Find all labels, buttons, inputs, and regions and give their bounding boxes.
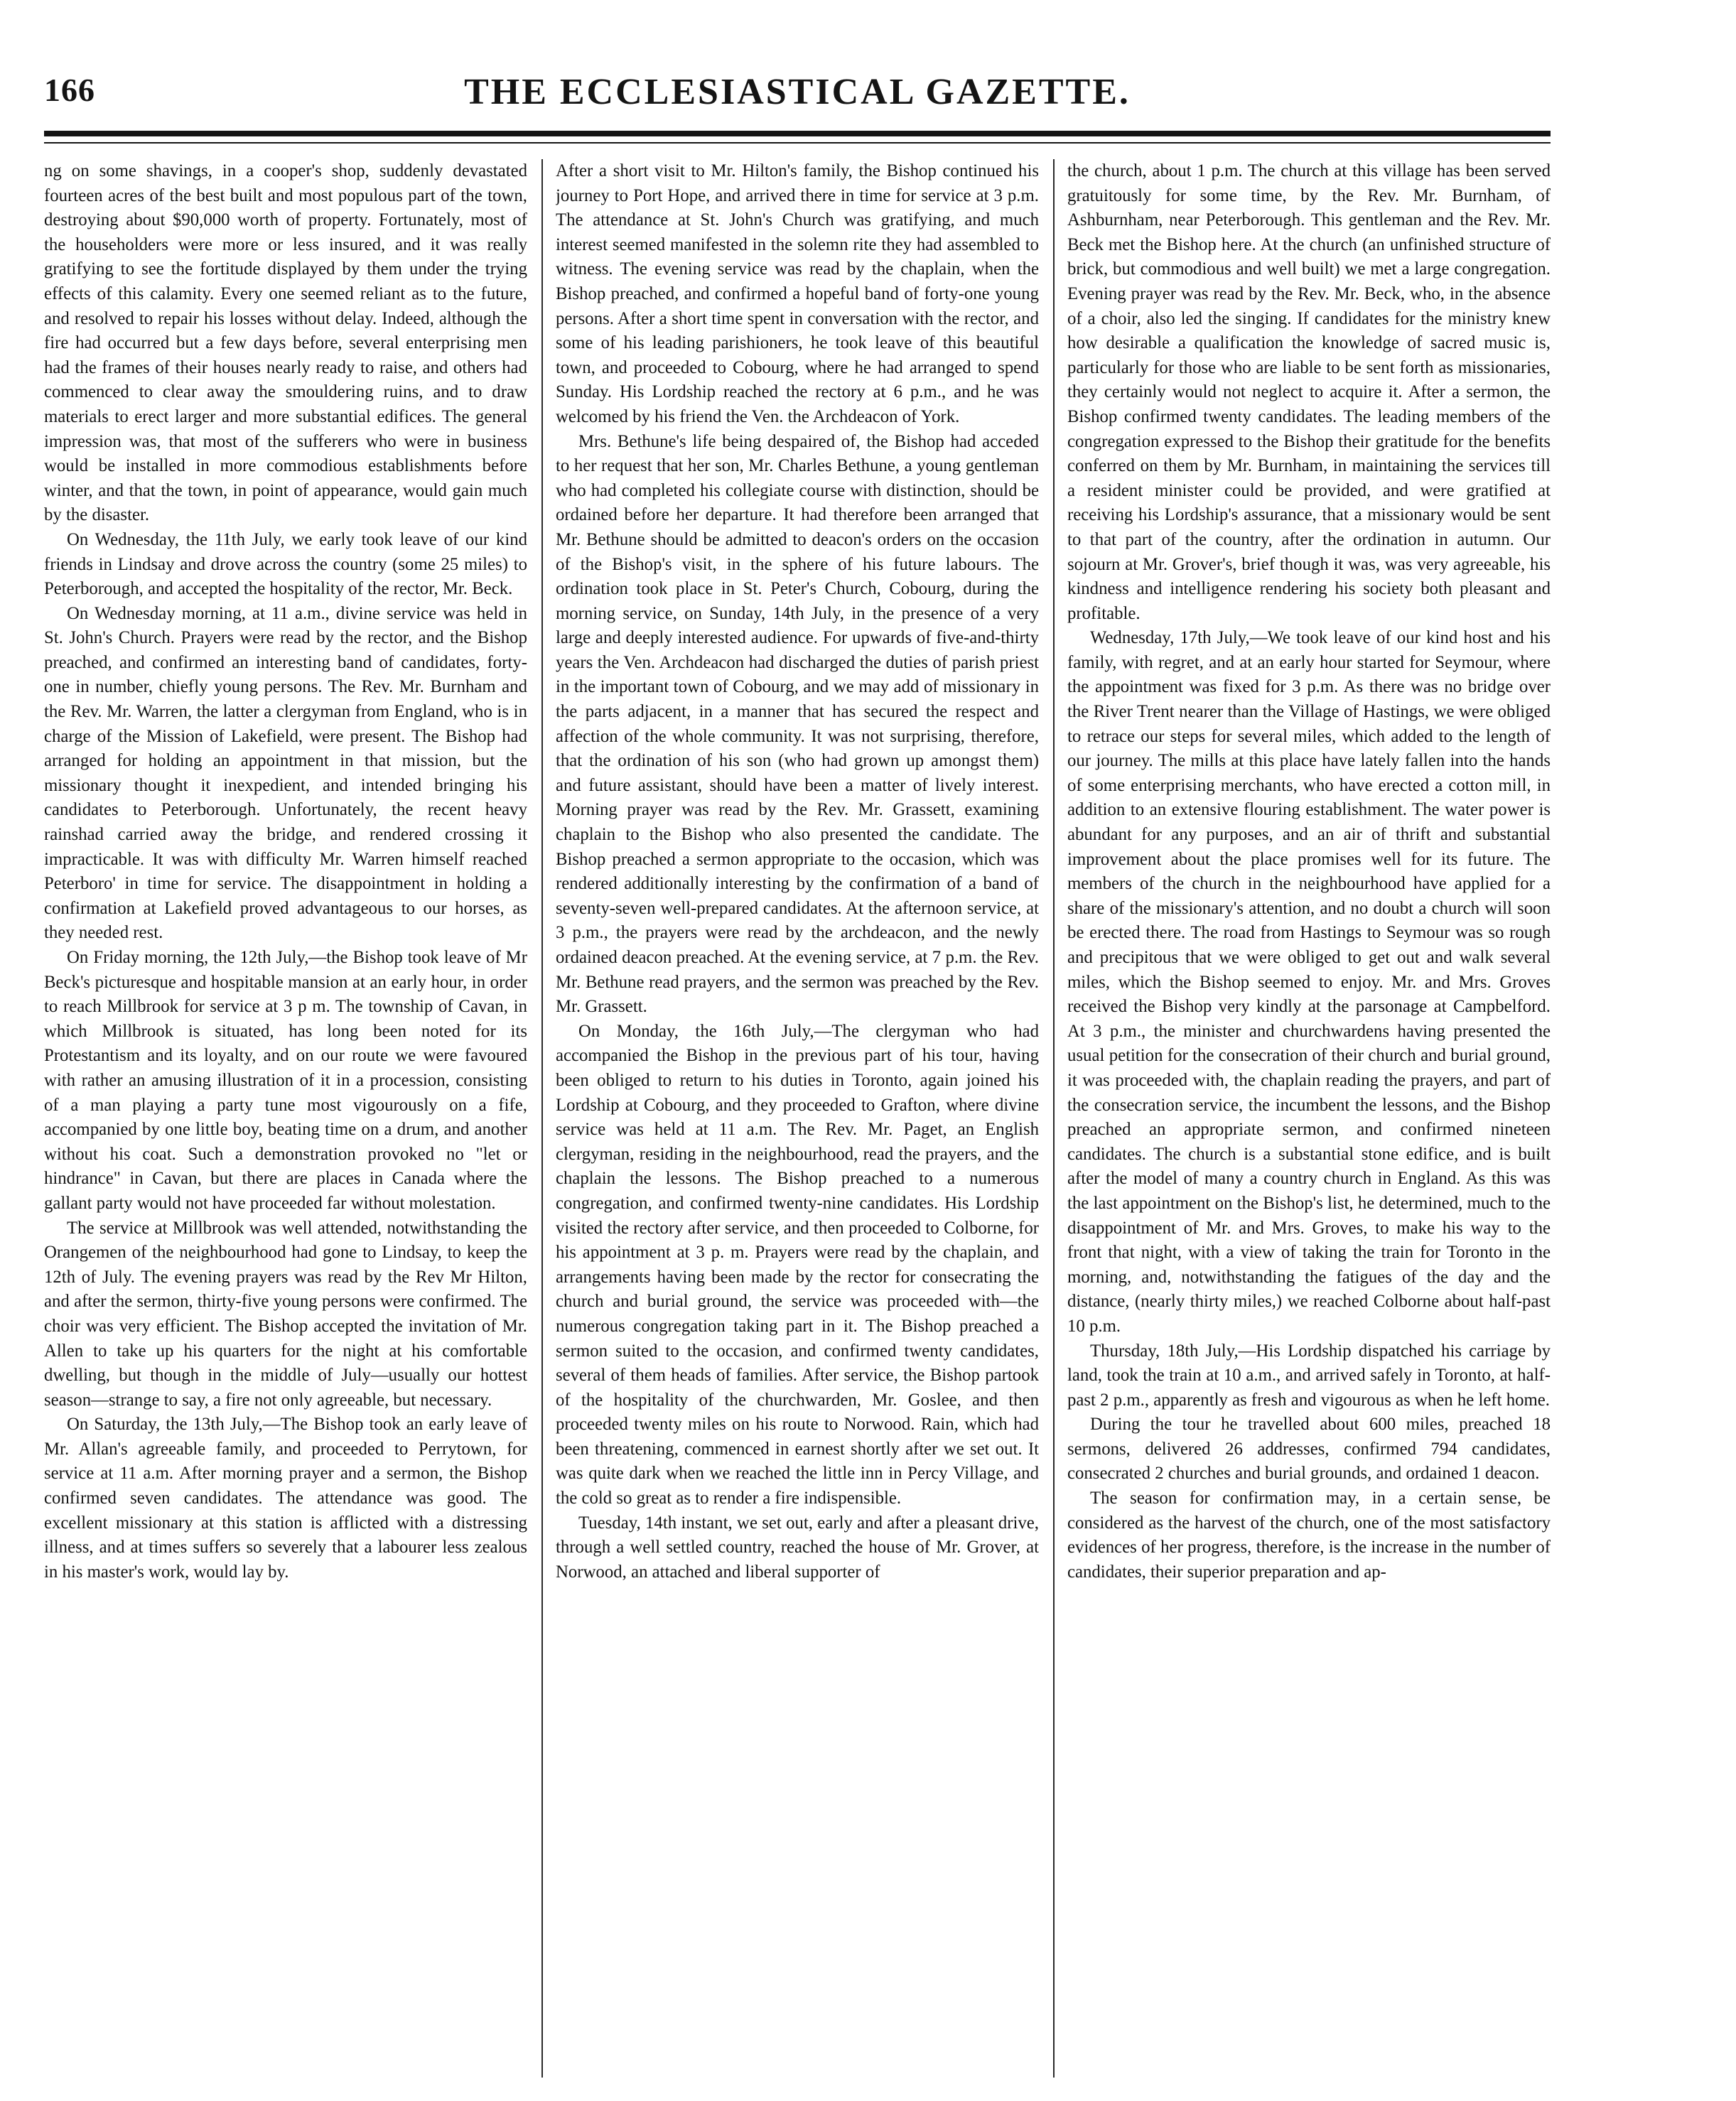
paragraph: On Saturday, the 13th July,—The Bishop took an early leave of Mr. Allan's agreeable family, and proceeded to Perrytown, for service at 11 a.m. After morning prayer and a sermon, the Bishop confirmed seven candidates. The attendance was good. The excellent missionary at this station is afflicted with a distressing illness, and at times suffers so severely that a labourer less zealous in his master's work, would lay by.: [44, 1415, 527, 1582]
header-rule-thick: [44, 131, 1551, 136]
column-divider: [541, 159, 543, 2078]
paragraph: Wednesday, 17th July,—We took leave of our kind host and his family, with regret, and at an early hour started for Seymour, where the appointment was fixed for 3 p.m. As there was no bridge over the River Trent nearer than the Village of Hastings, we were obliged to retrace our steps for several miles, which added to the length of our journey. The mills at this place have lately fallen into the hands of some enterprising merchants, who have erected a cotton mill, in addition to an extensive flouring establishment. The water power is abundant for any purposes, and an air of thrift and substantial improvement about the place promises well for its future. The members of the church in the neighbourhood have applied for a share of the missionary's attention, and no doubt a church will soon be erected there. The road from Hastings to Seymour was so rough and precipitous that we were obliged to get out and walk several miles, which the Bishop seemed to enjoy. Mr. and Mrs. Groves received the Bishop very kindly at the parsonage at Campbelford. At 3 p.m., the minister and churchwardens having presented the usual petition for the consecration of their church and burial ground, it was proceeded with, the chaplain reading the prayers, and part of the consecration service, the incumbent the lessons, and the Bishop preached an appropriate sermon, and confirmed nineteen candidates. The church is a substantial stone edifice, and is built after the model of many a country church in England. As this was the last appointment on the Bishop's list, he determined, much to the disappointment of Mr. and Mrs. Groves, to make his way to the front that night, with a view of taking the train for Toronto in the morning, and, notwithstanding the fatigues of the day and the distance, (nearly thirty miles,) we reached Colborne about half-past 10 p.m.: [1067, 628, 1551, 1336]
paragraph: Thursday, 18th July,—His Lordship dispatched his carriage by land, took the train at 10 a.m., and arrived safely in Toronto, at half-past 2 p.m., apparently as fresh and vigourous as when he left home.: [1067, 1341, 1551, 1410]
paragraph: ng on some shavings, in a cooper's shop, suddenly devastated fourteen acres of the best built and most populous part of the town, destroying about $90,000 worth of property. Fortunately, most of the householders were more or less insured, and it was really gratifying to see the fortitude displayed by them under the trying effects of this calamity. Every one seemed reliant as to the future, and resolved to repair his losses without delay. Indeed, although the fire had occurred but a few days before, several enterprising men had the frames of their houses nearly ready to raise, and others had commenced to clear away the smouldering ruins, and to draw materials to erect larger and more substantial edifices. The general impression was, that most of the sufferers who were in business would be installed in more commodious establishments before winter, and that the town, in point of appearance, would gain much by the disaster.: [44, 161, 527, 525]
column-3: [1067, 159, 1551, 2078]
paragraph: After a short visit to Mr. Hilton's family, the Bishop continued his journey to Port Hope, and arrived there in time for service at 3 p.m. The attendance at St. John's Church was gratifying, and much interest seemed manifested in the solemn rite they had assembled to witness. The evening service was read by the chaplain, when the Bishop preached, and confirmed a hopeful band of forty-one young persons. After a short time spent in conversation with the rector, and some of his leading parishioners, he took leave of this beautiful town, and proceeded to Cobourg, where he had arranged to spend Sunday. His Lordship reached the rectory at 6 p.m., and he was welcomed by his friend the Ven. the Archdeacon of York.: [556, 161, 1039, 426]
paragraph: During the tour he travelled about 600 miles, preached 18 sermons, delivered 26 addresses, confirmed 794 candidates, consecrated 2 churches and burial grounds, and ordained 1 deacon.: [1067, 1415, 1551, 1484]
column-2: [556, 159, 1039, 2078]
header-rule-thin: [44, 142, 1551, 144]
paragraph: On Friday morning, the 12th July,—the Bishop took leave of Mr Beck's picturesque and hospitable mansion at an early hour, in order to reach Millbrook for service at 3 p m. The township of Cavan, in which Millbrook is situated, has long been noted for its Protestantism and its loyalty, and on our route we were favoured with rather an amusing illustration of it in a procession, consisting of a man playing a party tune most vigourously on a fife, accompanied by one little boy, beating time on a drum, and another without his coat. Such a demonstration provoked no "let or hindrance" in Cavan, but there are places in Canada where the gallant party would not have proceeded far without molestation.: [44, 948, 527, 1213]
article-columns: [44, 159, 1551, 2078]
column-divider: [1053, 159, 1055, 2078]
paragraph: Mrs. Bethune's life being despaired of, the Bishop had acceded to her request that her son, Mr. Charles Bethune, a young gentleman who had completed his collegiate course with distinction, should be ordained before her departure. It had therefore been arranged that Mr. Bethune should be admitted to deacon's orders on the occasion of the Bishop's visit, in the sphere of his future labours. The ordination took place in St. Peter's Church, Cobourg, during the morning service, on Sunday, 14th July, in the presence of a very large and deeply interested audience. For upwards of five-and-thirty years the Ven. Archdeacon had discharged the duties of parish priest in the important town of Cobourg, and we may add of missionary in the parts adjacent, in a manner that has secured the respect and affection of the whole community. It was not surprising, therefore, that the ordination of his son (who had grown up amongst them) and future assistant, should have been a matter of lively interest. Morning prayer was read by the Rev. Mr. Grassett, examining chaplain to the Bishop who also presented the candidate. The Bishop preached a sermon appropriate to the occasion, which was rendered additionally interesting by the confirmation of a band of seventy-seven well-prepared candidates. At the afternoon service, at 3 p.m., the prayers were read by the archdeacon, and the newly ordained deacon preached. At the evening service, at 7 p.m. the Rev. Mr. Bethune read prayers, and the sermon was preached by the Rev. Mr. Grassett.: [556, 431, 1039, 1017]
paragraph: On Wednesday, the 11th July, we early took leave of our kind friends in Lindsay and drove across the country (some 25 miles) to Peterborough, and accepted the hospitality of the rector, Mr. Beck.: [44, 529, 527, 599]
paragraph: On Wednesday morning, at 11 a.m., divine service was held in St. John's Church. Prayers were read by the rector, and the Bishop preached, and confirmed an interesting band of candidates, forty-one in number, chiefly young persons. The Rev. Mr. Burnham and the Rev. Mr. Warren, the latter a clergyman from England, who is in charge of the Mission of Lakefield, were present. The Bishop had arranged for holding an appointment in that mission, but the missionary thought it inexpedient, and intended bringing his candidates to Peterborough. Unfortunately, the recent heavy rainshad carried away the bridge, and rendered crossing it impracticable. It was with difficulty Mr. Warren himself reached Peterboro' in time for service. The disappointment in holding a confirmation at Lakefield proved advantageous to our horses, as they needed rest.: [44, 603, 527, 943]
paragraph: Tuesday, 14th instant, we set out, early and after a pleasant drive, through a well settled country, reached the house of Mr. Grover, at Norwood, an attached and liberal supporter of: [556, 1513, 1039, 1582]
paragraph: The service at Millbrook was well attended, notwithstanding the Orangemen of the neighbourhood had gone to Lindsay, to keep the 12th of July. The evening prayers was read by the Rev Mr Hilton, and after the sermon, thirty-five young persons were confirmed. The choir was very efficient. The Bishop accepted the invitation of Mr. Allen to take up his quarters for the night at his comfortable dwelling, but though in the middle of July—usually our hottest season—strange to say, a fire not only agreeable, but necessary.: [44, 1218, 527, 1410]
paragraph: the church, about 1 p.m. The church at this village has been served gratuitously for some time, by the Rev. Mr. Burnham, of Ashburnham, near Peterborough. This gentleman and the Rev. Mr. Beck met the Bishop here. At the church (an unfinished structure of brick, but commodious and well built) we met a large congregation. Evening prayer was read by the Rev. Mr. Beck, who, in the absence of a choir, also led the singing. If candidates for the ministry knew how desirable a qualification the knowledge of sacred music is, particularly for those who are liable to be sent forth as missionaries, they certainly would not neglect to acquire it. After a sermon, the Bishop confirmed twenty candidates. The leading members of the congregation expressed to the Bishop their gratitude for the benefits conferred on them by Mr. Burnham, in maintaining the services till a resident minister could be provided, and were gratified at receiving his Lordship's assurance, that a missionary would be sent to that part of the country, after the ordination in autumn. Our sojourn at Mr. Grover's, brief though it was, was very agreeable, his kindness and intelligence rendering his society both pleasant and profitable.: [1067, 161, 1551, 623]
page-number: 166: [44, 72, 95, 108]
page-header: [44, 65, 1551, 122]
paragraph: The season for confirmation may, in a certain sense, be considered as the harvest of the church, one of the most satisfactory evidences of her progress, therefore, is the increase in the number of candidates, their superior preparation and ap-: [1067, 1489, 1551, 1582]
column-1: [44, 159, 527, 2078]
page-title: THE ECCLESIASTICAL GAZETTE.: [464, 72, 1131, 112]
paragraph: On Monday, the 16th July,—The clergyman who had accompanied the Bishop in the previous part of his tour, having been obliged to return to his duties in Toronto, again joined his Lordship at Cobourg, and they proceeded to Grafton, where divine service was held at 11 a.m. The Rev. Mr. Paget, an English clergyman, residing in the neighbourhood, read the prayers, and the chaplain the lessons. The Bishop preached to a numerous congregation, and confirmed twenty-nine candidates. His Lordship visited the rectory after service, and then proceeded to Colborne, for his appointment at 3 p. m. Prayers were read by the chaplain, and arrangements having been made by the rector for consecrating the church and burial ground, the service was proceeded with—the numerous congregation taking part in it. The Bishop preached a sermon suited to the occasion, and confirmed twenty candidates, several of them heads of families. After service, the Bishop partook of the hospitality of the churchwarden, Mr. Goslee, and then proceeded twenty miles on his route to Norwood. Rain, which had been threatening, commenced in earnest shortly after we set out. It was quite dark when we reached the little inn in Percy Village, and the cold so great as to render a fire indispensible.: [556, 1021, 1039, 1508]
